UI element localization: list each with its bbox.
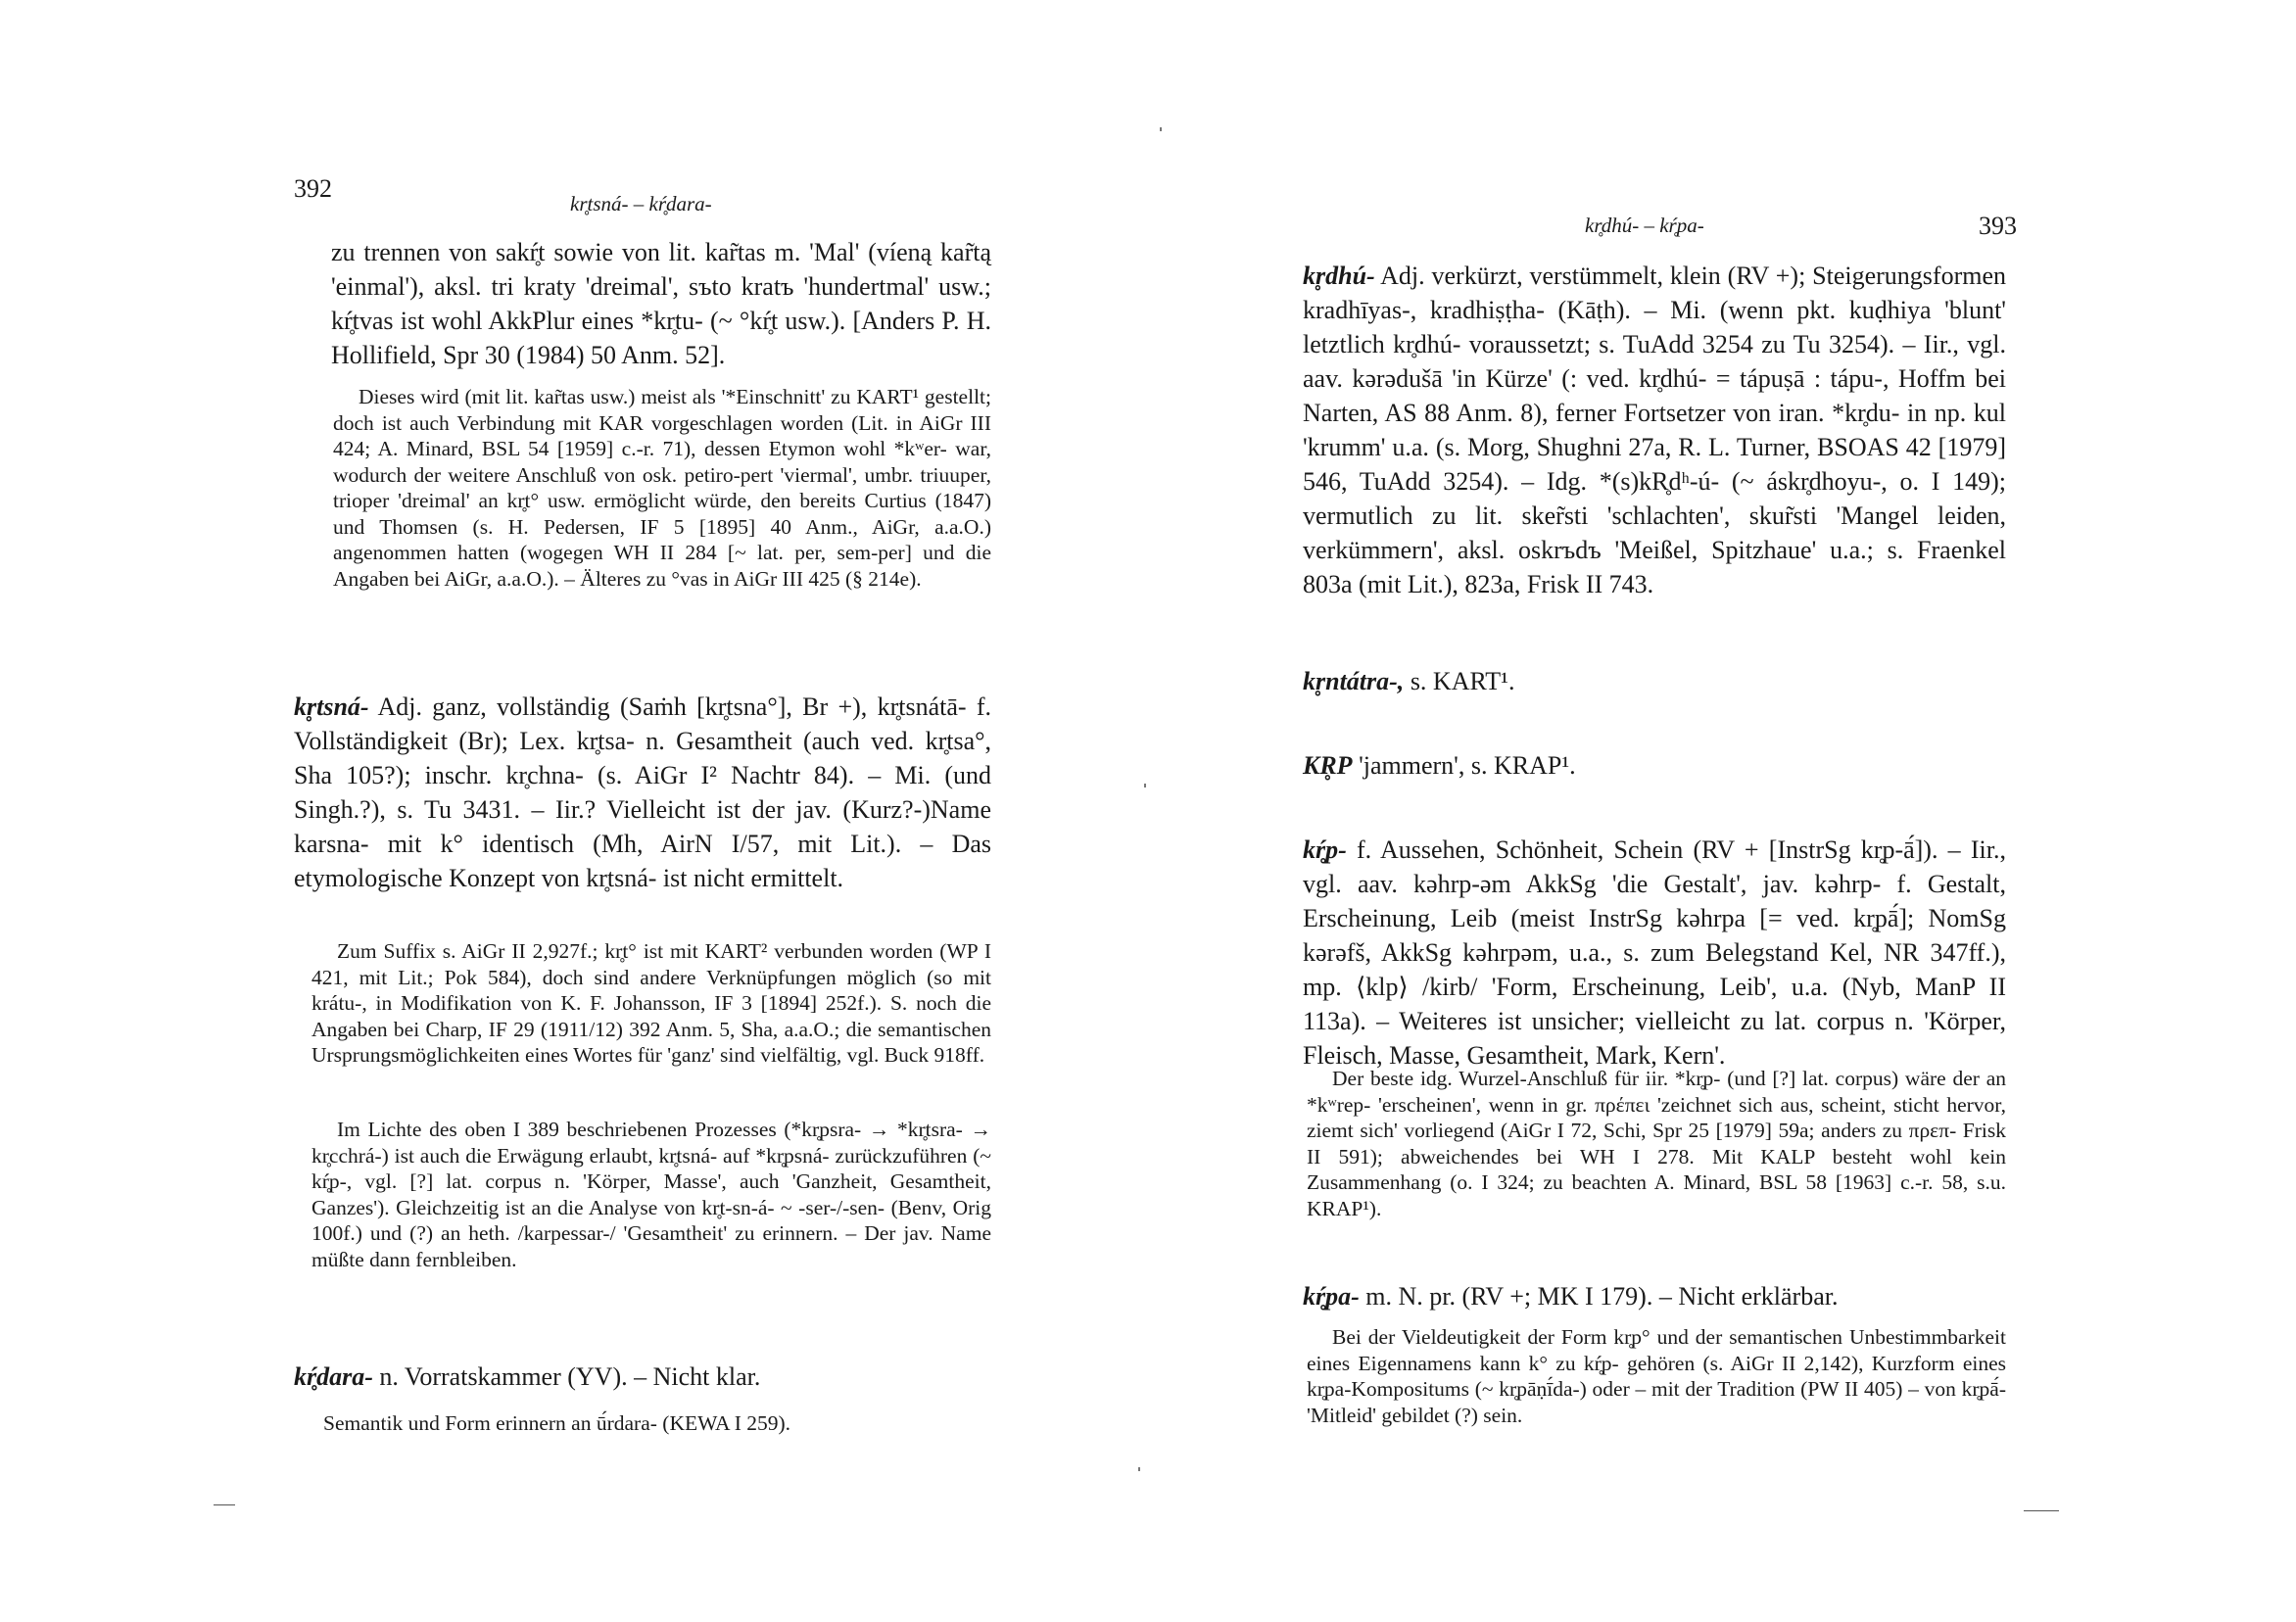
note-text: Zum Suffix s. AiGr II 2,927f.; kr̥t° ist mit KART² verbunden worden (WP I 421, mit Lit.; Pok 584), doch sind andere Verknüpfungen möglich (so mit krátu-, in Modifikation von K. F. Johansson, IF 3 [1894] 252f.). S. noch die Angaben bei Charp, IF 29 (1911/12) 392 Anm. 5, Sha, a.a.O.; die semantischen Ursprungsmöglichkeiten eines Wortes für 'ganz' sind vielfältig, vgl. Buck 918ff. <box>311 939 991 1067</box>
entry-krntatra <box>1303 664 2006 698</box>
continuation-note <box>333 384 991 592</box>
headword: kŕ̥pa- <box>1303 1282 1360 1311</box>
entry-krp-note <box>1307 1066 2006 1221</box>
gutter-mark <box>1138 1467 1140 1471</box>
entry-text: Adj. verkürzt, verstümmelt, klein (RV +); Steigerungsformen kradhīyas-, kradhiṣṭha- (Kāṭh). – Mi. (wenn pkt. kuḍhiya 'blunt' letztlich kr̥dhú- voraussetzt; s. TuAdd 3254 zu Tu 3254). – Iir., vgl. aav. kərədušā 'in Kürze' (: ved. kr̥dhú- = tápuṣā : tápu-, Hoffm bei Narten, AS 88 Anm. 8), ferner Fortsetzer von iran. *kr̥du- in np. kul 'krumm' u.a. (s. Morg, Shughni 27a, R. L. Turner, BSOAS 42 [1979] 546, TuAdd 3254). – Idg. *(s)kR̥dʰ-ú- (~ áskr̥dhoyu-, o. I 149); vermutlich zu lit. sker̃sti 'schlachten', skur̃sti 'Mangel leiden, verkümmern', aksl. oskrъdъ 'Meißel, Spitzhaue' u.a.; s. Fraenkel 803a (mit Lit.), 823a, Frisk II 743. <box>1303 262 2006 598</box>
running-head: kr̥dhú- – kŕ̥pa- <box>1585 214 1704 237</box>
note-text: Im Lichte des oben I 389 beschriebenen Prozesses (*kr̥psra- → *kr̥tsra- → kr̥cchrá-) ist auch die Erwägung erlaubt, kr̥tsná- auf *kr̥psná- zurückzuführen (~ kŕ̥p-, vgl. [?] lat. corpus n. 'Körper, Masse', auch 'Ganzheit, Gesamtheit, Ganzes'). Gleichzeitig ist an die Analyse von kr̥t-sn-á- ~ -ser-/-sen- (Benv, Orig 100f.) und (?) an heth. /karpessar-/ 'Gesamtheit' zu erinnern. – Der jav. Name müßte dann fernbleiben. <box>311 1118 991 1271</box>
right-page <box>1148 0 2296 1622</box>
continuation-text: zu trennen von sakŕ̥t sowie von lit. kar̃tas m. 'Mal' (víeną kar̃tą 'einmal'), aksl. tri kraty 'dreimal', sъto kratъ 'hundertmal' usw.; kŕ̥tvas ist wohl AkkPlur eines *kr̥tu- (~ °kŕ̥t usw.). [Anders P. H. Hollifield, Spr 30 (1984) 50 Anm. 52]. <box>331 238 991 369</box>
page-number: 393 <box>1979 212 2017 240</box>
headword: kr̥dhú- <box>1303 262 1375 290</box>
entry-text: f. Aussehen, Schönheit, Schein (RV + [InstrSg kr̥p-ā́]). – Iir., vgl. aav. kəhrp-əm AkkSg 'die Gestalt', jav. kəhrp- f. Gestalt, Erscheinung, Leib (meist InstrSg kəhrpa [= ved. kr̥pā́]; NomSg kərəfš, AkkSg kəhrpəm, u.a., s. zum Belegstand Kel, NR 347ff.), mp. ⟨klp⟩ /kirb/ 'Form, Erscheinung, Leib', u.a. (Nyb, ManP II 113a). – Weiteres ist unsicher; vielleicht zu lat. corpus n. 'Körper, Fleisch, Masse, Gesamtheit, Mark, Kern'. <box>1303 835 2007 1070</box>
headword: kŕ̥dara- <box>294 1362 373 1391</box>
continuation-note-text: Dieses wird (mit lit. kar̃tas usw.) meist als '*Einschnitt' zu KART¹ gestellt; doch ist auch Verbindung mit KAR vorgeschlagen worden (Lit. in AiGr III 424; A. Minard, BSL 54 [1959] c.-r. 71), dessen Etymon wohl *kʷer- war, wodurch der weitere Anschluß von osk. petiro-pert 'viermal', umbr. triuuper, trioper 'dreimal' an kr̥t° usw. ermöglicht würde, den bereits Curtius (1847) und Thomsen (s. H. Pedersen, IF 5 [1895] 40 Anm., AiGr, a.a.O.) angenommen hatten (wogegen WH II 284 [~ lat. per, sem-per] und die Angaben bei AiGr, a.a.O.). – Älteres zu °vas in AiGr III 425 (§ 214e). <box>333 385 991 591</box>
entry-krtsna-note-1 <box>311 938 991 1069</box>
headword: kr̥ntátra-, <box>1303 667 1405 695</box>
entry-krtsna <box>294 690 991 895</box>
entry-text: n. Vorratskammer (YV). – Nicht klar. <box>379 1362 761 1391</box>
gutter-mark <box>1144 784 1146 787</box>
note-text: Semantik und Form erinnern an ū́rdara- (KEWA I 259). <box>323 1411 791 1435</box>
note-text: Bei der Vieldeutigkeit der Form kr̥p° und der semantischen Unbestimmbarkeit eines Eigennamens kann k° zu kŕ̥p- gehören (s. AiGr II 2,142), Kurzform eines kr̥pa-Kompositums (~ kr̥pāṇī́da-) oder – mit der Tradition (PW II 405) – von kr̥pā́- 'Mitleid' gebildet (?) sein. <box>1307 1325 2006 1427</box>
entry-krdara <box>294 1360 991 1394</box>
continuation-paragraph <box>331 235 991 372</box>
entry-krtsna-note-2 <box>311 1117 991 1272</box>
running-head: kr̥tsná- – kŕ̥dara- <box>570 192 712 215</box>
note-text: Der beste idg. Wurzel-Anschluß für iir. *kr̥p- (und [?] lat. corpus) wäre der an *kʷrep- 'erscheinen', wenn in gr. πρέπει 'zeichnet sich aus, scheint, sticht hervor, ziemt sich' vorliegend (AiGr I 72, Schi, Spr 25 [1979] 59a; anders zu πρεπ- Frisk II 591); abweichendes bei WH I 278. Mit KALP besteht wohl kein Zusammenhang (o. I 324; zu beachten A. Minard, BSL 58 [1963] c.-r. 58, s.u. KRAP¹). <box>1307 1067 2006 1220</box>
headword: kŕ̥p- <box>1303 835 1347 864</box>
entry-krdhu <box>1303 259 2006 601</box>
entry-krdara-note <box>323 1410 991 1437</box>
page-number: 392 <box>294 174 332 203</box>
entry-text: 'jammern', s. KRAP¹. <box>1359 751 1576 780</box>
entry-text: s. KART¹. <box>1410 667 1515 695</box>
crop-mark <box>2024 1510 2059 1511</box>
entry-krpa-note <box>1307 1324 2006 1428</box>
entry-KRP <box>1303 748 2006 783</box>
crop-mark <box>214 1504 235 1505</box>
headword: kr̥tsná- <box>294 692 369 721</box>
entry-text: m. N. pr. (RV +; MK I 179). – Nicht erklärbar. <box>1365 1282 1839 1311</box>
entry-krpa <box>1303 1279 2006 1313</box>
headword: KR̥P <box>1303 751 1353 780</box>
entry-text: Adj. ganz, vollständig (Saṁh [kr̥tsna°], Br +), kr̥tsnátā- f. Vollständigkeit (Br); Lex. kr̥tsa- n. Gesamtheit (auch ved. kr̥tsa°, Sha 105?); inschr. kr̥chna- (s. AiGr I² Nachtr 84). – Mi. (und Singh.?), s. Tu 3431. – Iir.? Vielleicht ist der jav. (Kurz?-)Name karsna- mit k° identisch (Mh, AirN I/57, mit Lit.). – Das etymologische Konzept von kr̥tsná- ist nicht ermittelt. <box>294 692 991 892</box>
entry-krp <box>1303 833 2006 1073</box>
